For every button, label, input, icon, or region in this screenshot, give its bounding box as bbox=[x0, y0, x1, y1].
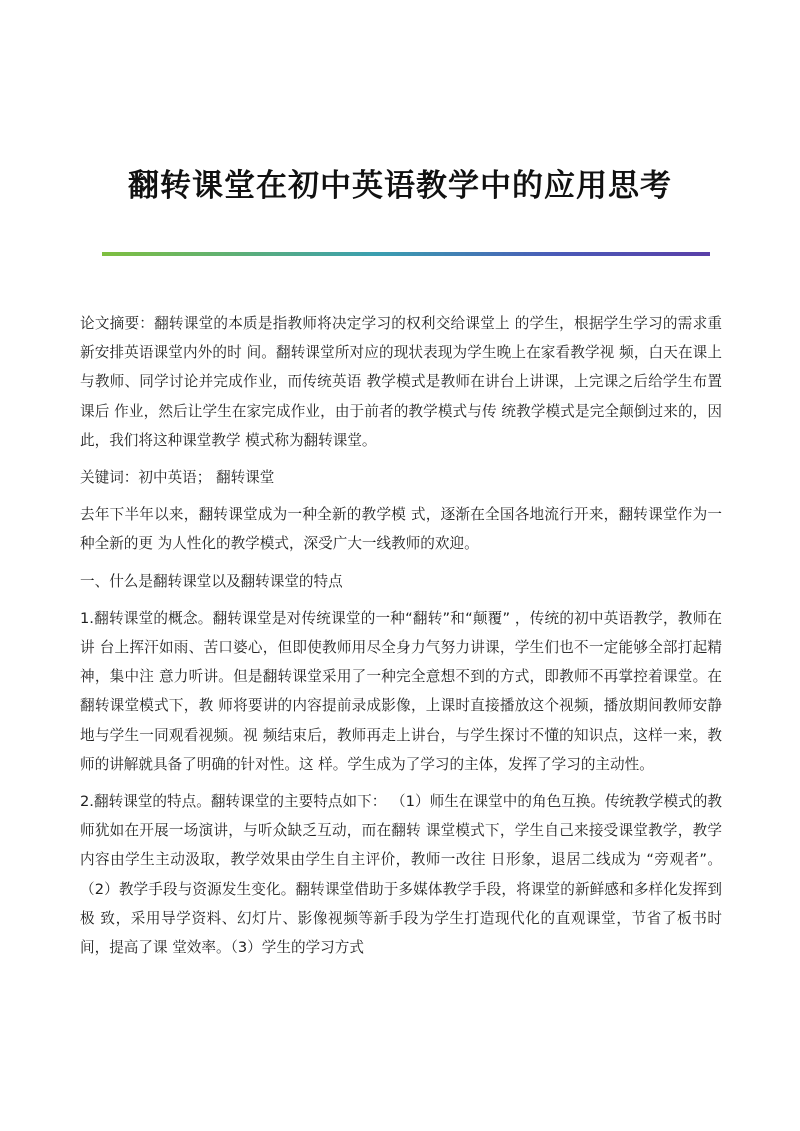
features-paragraph: 2.翻转课堂的特点。翻转课堂的主要特点如下： （1）师生在课堂中的角色互换。传统教学模式的教师犹如在开展一场演讲，与听众缺乏互动，而在翻转 课堂模式下，学生自己来接受课堂教学，教学内容由学生主动汲取，教学效果由学生自主评价，教师一改往 日形象，退居二线成为 “旁观者”。 （2）教学手段与资源发生变化。翻转课堂借助于多媒体教学手段，将课堂的新鲜感和多样化发挥到极 致，采用导学资料、幻灯片、影像视频等新手段为学生打造现代化的直观课堂，节省了板书时间，提高了课 堂效率。（3）学生的学习方式 bbox=[80, 793, 722, 957]
document-title: 翻转课堂在初中英语教学中的应用思考 bbox=[128, 168, 672, 204]
title-divider bbox=[102, 252, 710, 256]
document-body bbox=[80, 309, 722, 970]
concept-paragraph: 1.翻转课堂的概念。翻转课堂是对传统课堂的一种“翻转”和“颠覆” ，传统的初中英语教学，教师在讲 台上挥汗如雨、苦口婆心，但即使教师用尽全身力气努力讲课，学生们也不一定能够全部打起精神，集中注 意力听讲。但是翻转课堂采用了一种完全意想不到的方式，即教师不再掌控着课堂。在翻转课堂模式下，教 师将要讲的内容提前录成影像，上课时直接播放这个视频，播放期间教师安静地与学生一同观看视频。视 频结束后，教师再走上讲台，与学生探讨不懂的知识点，这样一来，教师的讲解就具备了明确的针对性。这 样。学生成为了学习的主体，发挥了学习的主动性。 bbox=[80, 609, 722, 773]
abstract-paragraph: 论文摘要：翻转课堂的本质是指教师将决定学习的权利交给课堂上 的学生，根据学生学习的需求重新安排英语课堂内外的时 间。翻转课堂所对应的现状表现为学生晚上在家看教学视 频，白天在课上与教师、同学讨论并完成作业，而传统英语 教学模式是教师在讲台上讲课，上完课之后给学生布置课后 作业，然后让学生在家完成作业，由于前者的教学模式与传 统教学模式是完全颠倒过来的，因此，我们将这种课堂教学 模式称为翻转课堂。 bbox=[80, 315, 722, 449]
intro-paragraph: 去年下半年以来，翻转课堂成为一种全新的教学模 式，逐渐在全国各地流行开来，翻转课堂作为一种全新的更 为人性化的教学模式，深受广大一线教师的欢迎。 bbox=[80, 506, 722, 553]
section-heading: 一、什么是翻转课堂以及翻转课堂的特点 bbox=[80, 572, 343, 590]
keywords-line: 关键词：初中英语； 翻转课堂 bbox=[80, 469, 275, 487]
